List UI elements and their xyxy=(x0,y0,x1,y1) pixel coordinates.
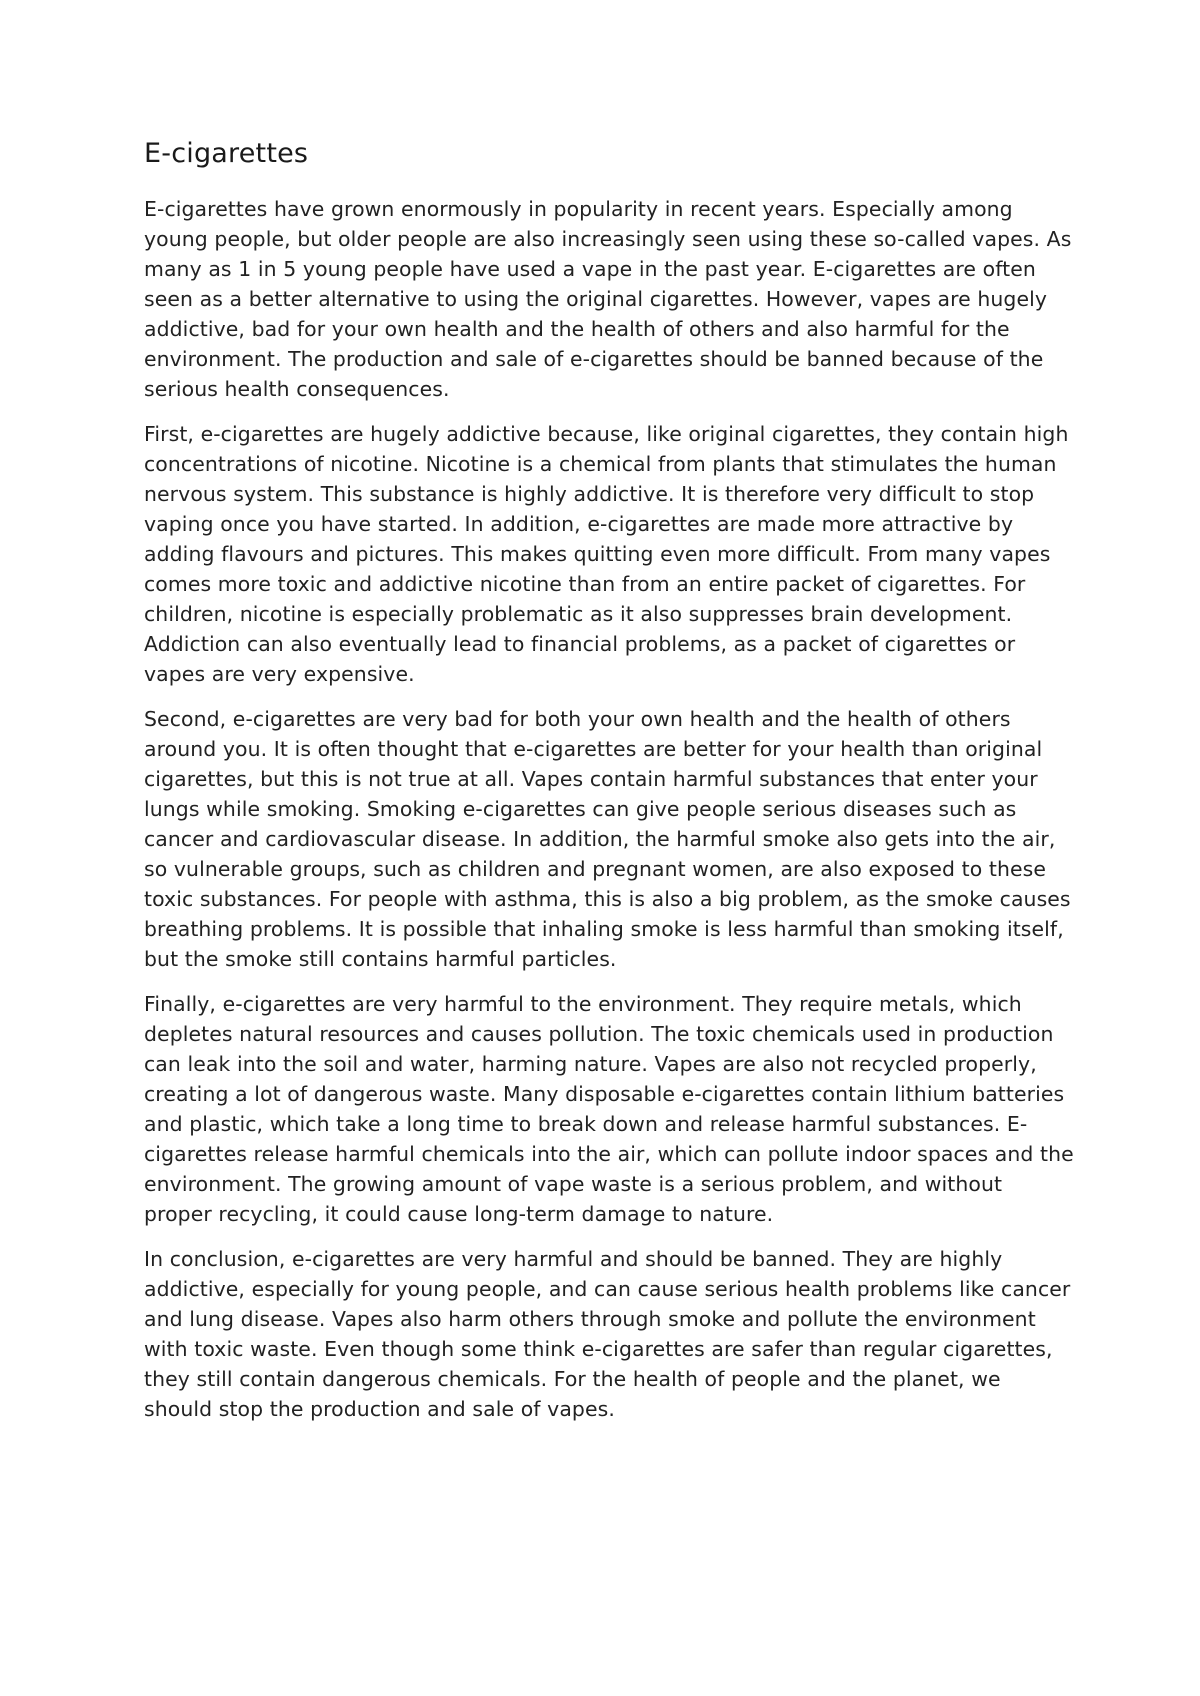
paragraph-addiction: First, e-cigarettes are hugely addictive because, like original cigarettes, they contain high concentrations of nicotine. Nicotine is a chemical from plants that stimulates the human nervous system. This substance is highly addictive. It is therefore very difficult to stop vaping once you have started. In addition, e-cigarettes are made more attractive by adding flavours and pictures. This makes quitting even more difficult. From many vapes comes more toxic and addictive nicotine than from an entire packet of cigarettes. For children, nicotine is especially problematic as it also suppresses brain development. Addiction can also eventually lead to financial problems, as a packet of cigarettes or vapes are very expensive. xyxy=(144,422,1069,687)
document-title: E-cigarettes xyxy=(144,138,309,169)
paragraph-health: Second, e-cigarettes are very bad for both your own health and the health of others around you. It is often thought that e-cigarettes are better for your health than original cigarettes, but this is not true at all. Vapes contain harmful substances that enter your lungs while smoking. Smoking e-cigarettes can give people serious diseases such as cancer and cardiovascular disease. In addition, the harmful smoke also gets into the air, so vulnerable groups, such as children and pregnant women, are also exposed to these toxic substances. For people with asthma, this is also a big problem, as the smoke causes breathing problems. It is possible that inhaling smoke is less harmful than smoking itself, but the smoke still contains harmful particles. xyxy=(144,707,1071,972)
paragraph-environment: Finally, e-cigarettes are very harmful to the environment. They require metals, which depletes natural resources and causes pollution. The toxic chemicals used in production can leak into the soil and water, harming nature. Vapes are also not recycled properly, creating a lot of dangerous waste. Many disposable e-cigarettes contain lithium batteries and plastic, which take a long time to break down and release harmful substances. E-cigarettes release harmful chemicals into the air, which can pollute indoor spaces and the environment. The growing amount of vape waste is a serious problem, and without proper recycling, it could cause long-term damage to nature. xyxy=(144,992,1074,1227)
document-page xyxy=(144,138,1074,1439)
paragraph-conclusion: In conclusion, e-cigarettes are very harmful and should be banned. They are highly addictive, especially for young people, and can cause serious health problems like cancer and lung disease. Vapes also harm others through smoke and pollute the environment with toxic waste. Even though some think e-cigarettes are safer than regular cigarettes, they still contain dangerous chemicals. For the health of people and the planet, we should stop the production and sale of vapes. xyxy=(144,1247,1071,1422)
paragraph-introduction: E-cigarettes have grown enormously in popularity in recent years. Especially among young people, but older people are also increasingly seen using these so-called vapes. As many as 1 in 5 young people have used a vape in the past year. E-cigarettes are often seen as a better alternative to using the original cigarettes. However, vapes are hugely addictive, bad for your own health and the health of others and also harmful for the environment. The production and sale of e-cigarettes should be banned because of the serious health consequences. xyxy=(144,197,1072,402)
